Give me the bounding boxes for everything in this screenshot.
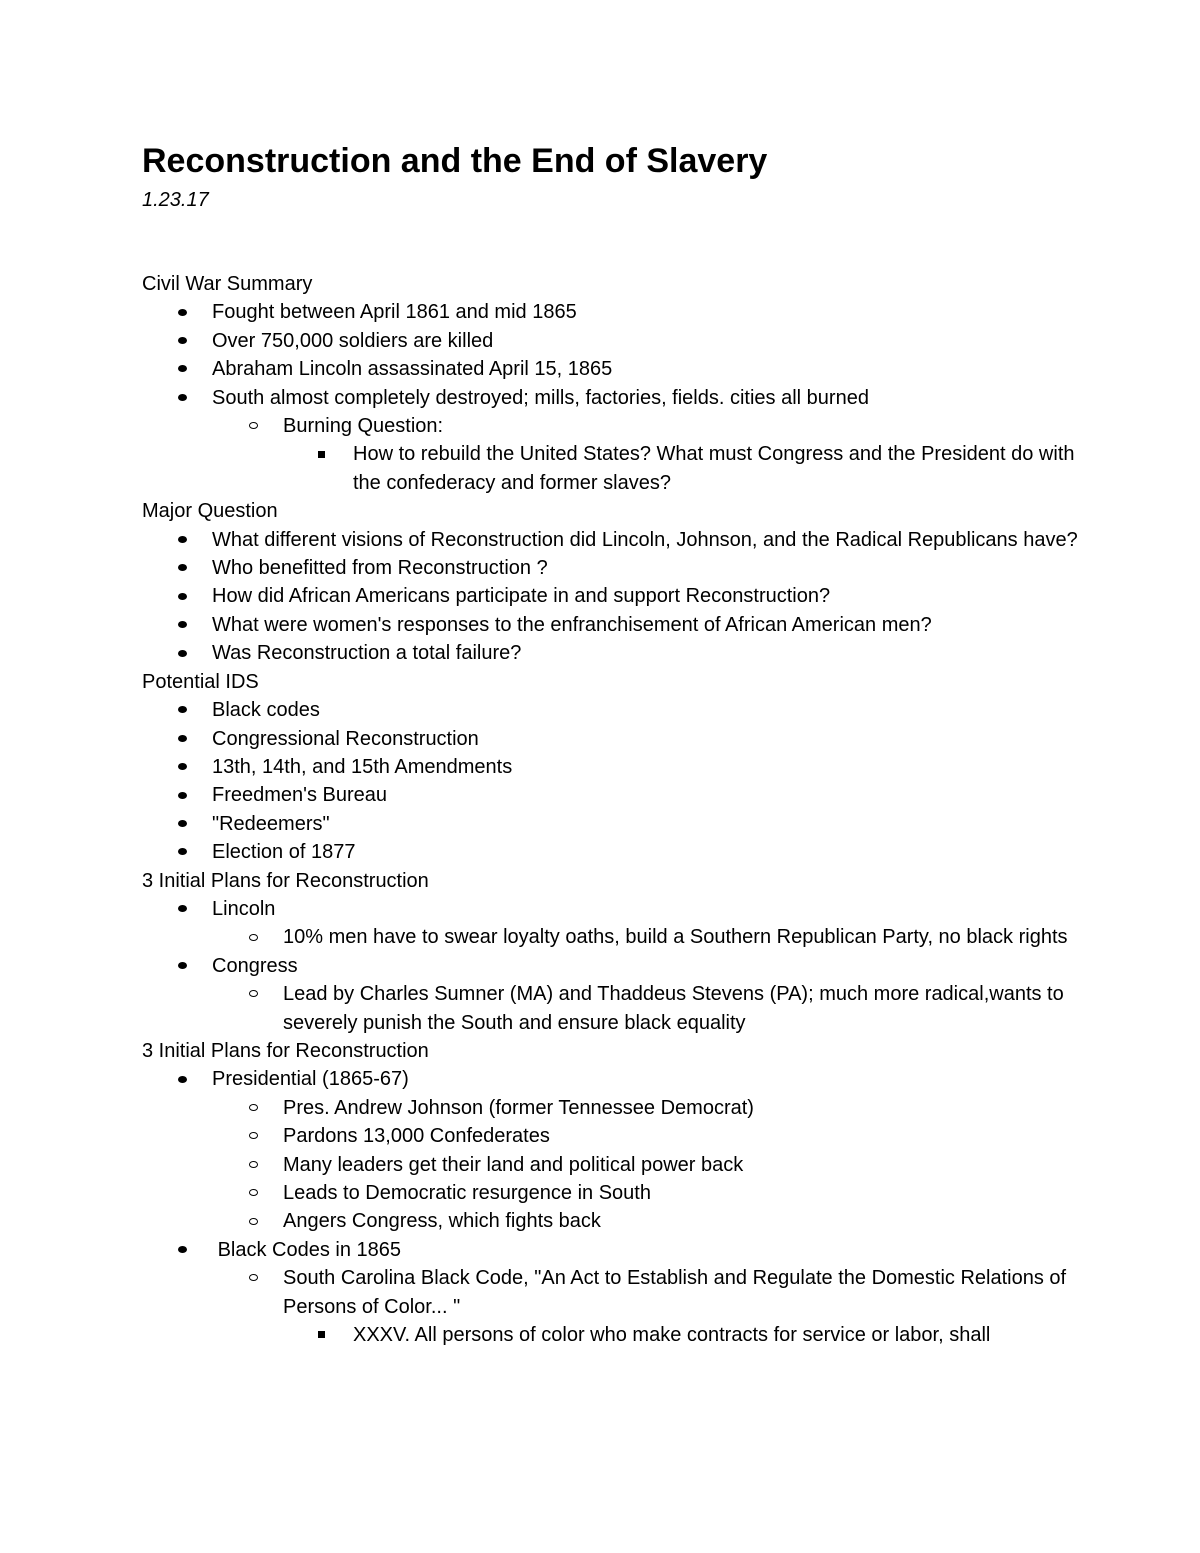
list-item — [142, 440, 1082, 497]
filled-bullet-icon — [178, 895, 187, 923]
list-item — [142, 1236, 1082, 1264]
list-item — [142, 412, 1082, 440]
filled-bullet-icon — [178, 952, 187, 980]
list-item — [142, 781, 1082, 809]
list-item-text: Congress — [212, 954, 298, 977]
filled-bullet-icon — [178, 696, 187, 724]
list-item-text: Was Reconstruction a total failure? — [212, 642, 522, 665]
filled-bullet-icon — [178, 753, 187, 781]
list-item-text: Pardons 13,000 Confederates — [283, 1125, 550, 1148]
list-item-text: Who benefitted from Reconstruction ? — [212, 557, 548, 580]
hollow-bullet-icon — [249, 1151, 258, 1179]
filled-bullet-icon — [178, 582, 187, 610]
list-item-text: Black Codes in 1865 — [212, 1238, 402, 1261]
list-item — [142, 1151, 1082, 1179]
filled-bullet-icon — [178, 810, 187, 838]
hollow-bullet-icon — [249, 980, 258, 1008]
list-item-text: What different visions of Reconstruction did Lincoln, Johnson, and the Radical Republicans have? — [212, 528, 1078, 551]
hollow-bullet-icon — [249, 412, 258, 440]
filled-bullet-icon — [178, 639, 187, 667]
list-item — [142, 696, 1082, 724]
list-item — [142, 1264, 1082, 1321]
list-item — [142, 327, 1082, 355]
list-item — [142, 298, 1082, 326]
list-item — [142, 554, 1082, 582]
filled-bullet-icon — [178, 384, 187, 412]
list-item-text: What were women's responses to the enfranchisement of African American men? — [212, 613, 932, 636]
list-item-text: Fought between April 1861 and mid 1865 — [212, 301, 577, 324]
hollow-bullet-icon — [249, 1264, 258, 1292]
filled-bullet-icon — [178, 838, 187, 866]
list-item-text: Freedmen's Bureau — [212, 784, 388, 807]
list-item — [142, 526, 1082, 554]
list-item — [142, 1321, 1082, 1349]
square-bullet-icon — [318, 440, 325, 468]
filled-bullet-icon — [178, 355, 187, 383]
list-item-text: How did African Americans participate in and support Reconstruction? — [212, 585, 831, 608]
list-item-text: Election of 1877 — [212, 841, 356, 864]
list-item-text: South Carolina Black Code, "An Act to Establish and Regulate the Domestic Relations of Persons of Color... " — [283, 1267, 1072, 1318]
document-body — [142, 270, 1082, 1349]
hollow-bullet-icon — [249, 1179, 258, 1207]
list-item — [142, 1065, 1082, 1093]
section-heading: Civil War Summary — [142, 273, 313, 295]
section-heading: 3 Initial Plans for Reconstruction — [142, 869, 429, 892]
list-item-text: How to rebuild the United States? What must Congress and the President do with the confederacy and former slaves? — [353, 443, 1081, 494]
filled-bullet-icon — [178, 611, 187, 639]
list-item-text: Leads to Democratic resurgence in South — [283, 1182, 651, 1204]
list-item — [142, 923, 1082, 951]
list-item — [142, 838, 1082, 866]
filled-bullet-icon — [178, 1236, 187, 1264]
spacer — [142, 214, 1082, 270]
list-item — [142, 1122, 1082, 1150]
list-item — [142, 582, 1082, 610]
list-item-text: Pres. Andrew Johnson (former Tennessee Democrat) — [283, 1096, 754, 1119]
list-item — [142, 639, 1082, 667]
filled-bullet-icon — [178, 526, 187, 554]
list-item — [142, 725, 1082, 753]
list-item-text: Black codes — [212, 699, 320, 722]
hollow-bullet-icon — [249, 1122, 258, 1150]
section-heading: Potential IDS — [142, 670, 259, 693]
hollow-bullet-icon — [249, 1207, 258, 1235]
list-item-text: Many leaders get their land and political power back — [283, 1153, 744, 1176]
list-item — [142, 1207, 1082, 1235]
list-item — [142, 810, 1082, 838]
filled-bullet-icon — [178, 1065, 187, 1093]
list-item-text: 10% men have to swear loyalty oaths, build a Southern Republican Party, no black rights — [283, 926, 1068, 949]
list-item — [142, 753, 1082, 781]
list-item-text: Burning Question: — [283, 415, 444, 438]
list-item-text: Lincoln — [212, 897, 276, 920]
list-item — [142, 980, 1082, 1037]
list-item — [142, 895, 1082, 923]
list-item-text: Congressional Reconstruction — [212, 727, 479, 750]
list-item-text: Presidential (1865-67) — [212, 1068, 409, 1091]
list-item-text: XXXV. All persons of color who make contracts for service or labor, shall — [353, 1324, 991, 1347]
list-item-text: 13th, 14th, and 15th Amendments — [212, 755, 513, 778]
list-item-text: Over 750,000 soldiers are killed — [212, 329, 494, 352]
filled-bullet-icon — [178, 298, 187, 326]
document-title: Reconstruction and the End of Slavery — [142, 142, 768, 180]
document-page — [142, 138, 1082, 1349]
hollow-bullet-icon — [249, 923, 258, 951]
section-heading: 3 Initial Plans for Reconstruction — [142, 1039, 429, 1062]
document-date: 1.23.17 — [142, 189, 209, 211]
list-item-text: Abraham Lincoln assassinated April 15, 1865 — [212, 358, 613, 381]
list-item-text: Lead by Charles Sumner (MA) and Thaddeus Stevens (PA); much more radical,wants to severely punish the South and ensure black equality — [283, 983, 1070, 1034]
list-item-text: Angers Congress, which fights back — [283, 1210, 601, 1233]
filled-bullet-icon — [178, 327, 187, 355]
filled-bullet-icon — [178, 781, 187, 809]
list-item — [142, 355, 1082, 383]
list-item — [142, 384, 1082, 412]
square-bullet-icon — [318, 1321, 325, 1349]
list-item-text: South almost completely destroyed; mills, factories, fields. cities all burned — [212, 386, 869, 409]
list-item — [142, 952, 1082, 980]
list-item-text: "Redeemers" — [212, 812, 330, 835]
filled-bullet-icon — [178, 554, 187, 582]
list-item — [142, 1094, 1082, 1122]
list-item — [142, 1179, 1082, 1207]
list-item — [142, 611, 1082, 639]
filled-bullet-icon — [178, 725, 187, 753]
hollow-bullet-icon — [249, 1094, 258, 1122]
section-heading: Major Question — [142, 500, 278, 523]
